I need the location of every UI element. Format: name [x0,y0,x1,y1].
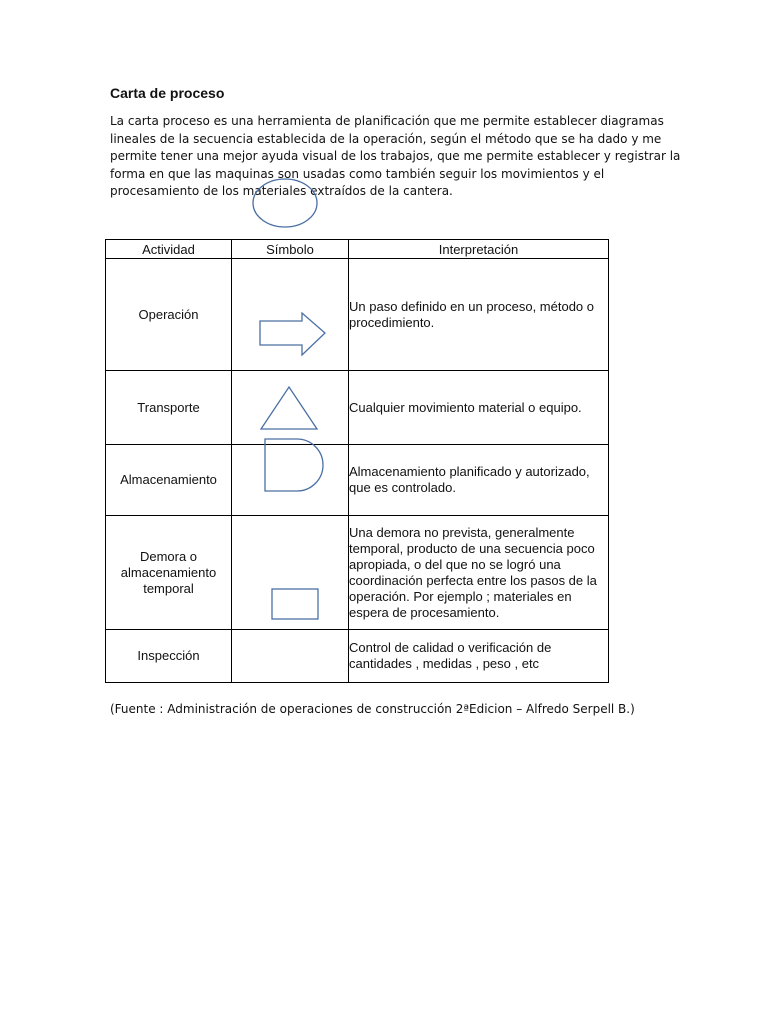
interpretation-line: que es controlado. [349,480,456,495]
interpretation-line: Una demora no prevista, generalmente [349,524,575,540]
table-row-operacion [106,259,609,371]
activity-label: Transporte [137,399,200,415]
table-row-demora [106,516,609,630]
header-interpretation: Interpretación [349,240,609,259]
interpretation-line: Almacenamiento planificado y autorizado, [349,464,590,479]
symbol-cell [232,445,349,516]
interpretation-cell [349,371,609,445]
activity-cell [106,259,232,371]
intro-line: forma en que las maquinas son usadas como también seguir los movimientos y el [110,166,605,181]
activity-label: Almacenamiento [120,472,217,487]
activity-cell [106,630,232,683]
intro-line: procesamiento de los materiales extraídos de la cantera. [110,184,453,199]
table-row-inspeccion [106,630,609,683]
interpretation-line: Cualquier movimiento material o equipo. [349,399,582,415]
activity-cell [106,371,232,445]
table-row-almacenamiento [106,445,609,516]
interpretation-line: temporal, producto de una secuencia poco [349,540,595,556]
interpretation-cell [349,259,609,371]
interpretation-line: Un paso definido en un proceso, método o [349,298,595,314]
activity-label: almacenamiento [120,564,217,580]
interpretation-cell [349,445,609,516]
interpretation-line: procedimiento. [349,314,435,330]
activity-label: temporal [143,580,194,596]
document-title: Carta de proceso [110,85,225,101]
interpretation-line: operación. Por ejemplo ; materiales en [349,588,572,604]
interpretation-line: espera de procesamiento. [349,604,500,620]
interpretation-line: apropiada, o del que no se logró una [349,556,561,572]
interpretation-line: Control de calidad o verificación de [349,640,552,655]
interpretation-line: coordinación perfecta entre los pasos de la [349,572,597,588]
activity-label: Demora o [139,548,198,564]
table-row-transporte [106,371,609,445]
activity-label: Operación [138,306,199,322]
activity-cell [106,445,232,516]
interpretation-line: cantidades , medidas , peso , etc [349,656,540,671]
table-header-row [106,240,609,259]
intro-paragraph [110,113,681,201]
symbol-cell [232,371,349,445]
header-symbol: Símbolo [232,240,349,259]
intro-line: La carta proceso es una herramienta de planificación que me permite establecer diagramas [110,114,664,128]
symbol-cell [232,516,349,630]
symbol-cell [232,259,349,371]
intro-line: lineales de la secuencia establecida de la operación, según el método que se ha dado y me [110,131,662,146]
process-chart-table [105,239,609,683]
symbol-cell [232,630,349,683]
interpretation-cell [349,516,609,630]
header-activity: Actividad [106,240,232,259]
activity-cell [106,516,232,630]
intro-line: permite tener una mejor ayuda visual de los trabajos, que me permite establecer y registrar la [110,149,681,164]
interpretation-cell [349,630,609,683]
activity-label: Inspección [137,648,200,663]
source-citation: (Fuente : Administración de operaciones de construcción 2ªEdicion – Alfredo Serpell B.) [110,702,635,716]
